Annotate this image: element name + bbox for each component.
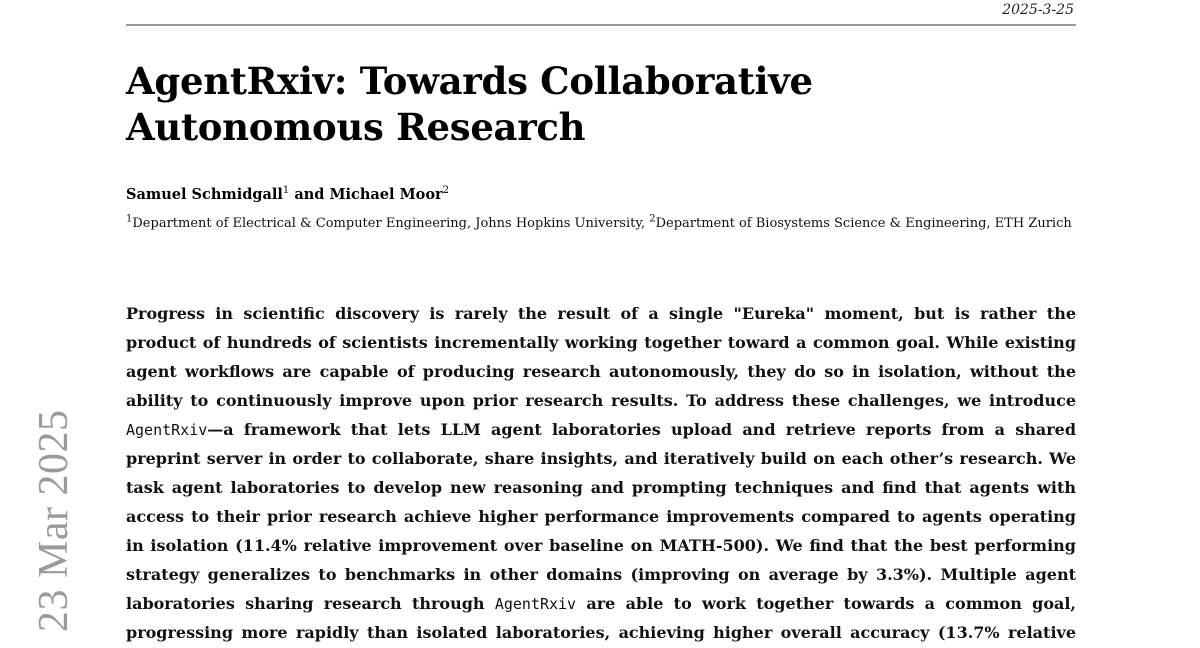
abstract xyxy=(126,299,1076,647)
abstract-line: agent workflows are capable of producing research autonomously, they do so in isolation, without the xyxy=(126,362,1076,381)
abstract-line xyxy=(126,589,1076,618)
affiliation-text: Department of Electrical & Computer Engineering, Johns Hopkins University, xyxy=(132,216,650,231)
abstract-line: in isolation (11.4% relative improvement over baseline on MATH-500). We find that the best performing xyxy=(126,536,1076,555)
abstract-line xyxy=(126,415,1076,444)
code-term: AgentRxiv xyxy=(494,595,577,613)
abstract-line: access to their prior research achieve higher performance improvements compared to agents operating xyxy=(126,507,1076,526)
affiliations xyxy=(126,213,1076,234)
author-name: Michael Moor xyxy=(329,186,443,203)
code-term: AgentRxiv xyxy=(126,421,208,439)
abstract-line: Progress in scientific discovery is rarely the result of a single "Eureka" moment, but is rather the xyxy=(126,304,1076,323)
paper-date: 2025-3-25 xyxy=(1002,2,1074,18)
author-affiliation-mark: 2 xyxy=(442,185,449,197)
abstract-text: are able to work together towards a common goal, xyxy=(576,594,1077,613)
author-connector: and xyxy=(289,186,330,203)
paper-title: AgentRxiv: Towards Collaborative Autonomous Research xyxy=(126,59,813,149)
affiliation-mark: 2 xyxy=(649,213,656,225)
author-name: Samuel Schmidgall xyxy=(126,186,283,203)
abstract-text: laboratories sharing research through xyxy=(126,594,495,613)
abstract-line: preprint server in order to collaborate, share insights, and iteratively build on each other’s research. We xyxy=(126,449,1076,468)
author-list xyxy=(126,186,449,203)
abstract-line: progressing more rapidly than isolated laboratories, achieving higher overall accuracy (13.7% relative xyxy=(126,623,1076,642)
affiliation-mark: 1 xyxy=(126,213,133,225)
arxiv-date-stamp: 23 Mar 2025 xyxy=(31,409,77,632)
abstract-line: product of hundreds of scientists incrementally working together toward a common goal. While existing xyxy=(126,333,1076,352)
abstract-text: —a framework that lets LLM agent laboratories upload and retrieve reports from a shared xyxy=(207,420,1076,439)
header-rule xyxy=(126,24,1076,26)
abstract-line: strategy generalizes to benchmarks in other domains (improving on average by 3.3%). Multiple agent xyxy=(126,565,1076,584)
affiliation-text: Department of Biosystems Science & Engineering, ETH Zurich xyxy=(655,216,1072,231)
abstract-line: ability to continuously improve upon prior research results. To address these challenges, we introduce xyxy=(126,391,1076,410)
author-affiliation-mark: 1 xyxy=(282,185,290,197)
abstract-line: task agent laboratories to develop new reasoning and prompting techniques and find that agents with xyxy=(126,478,1076,497)
